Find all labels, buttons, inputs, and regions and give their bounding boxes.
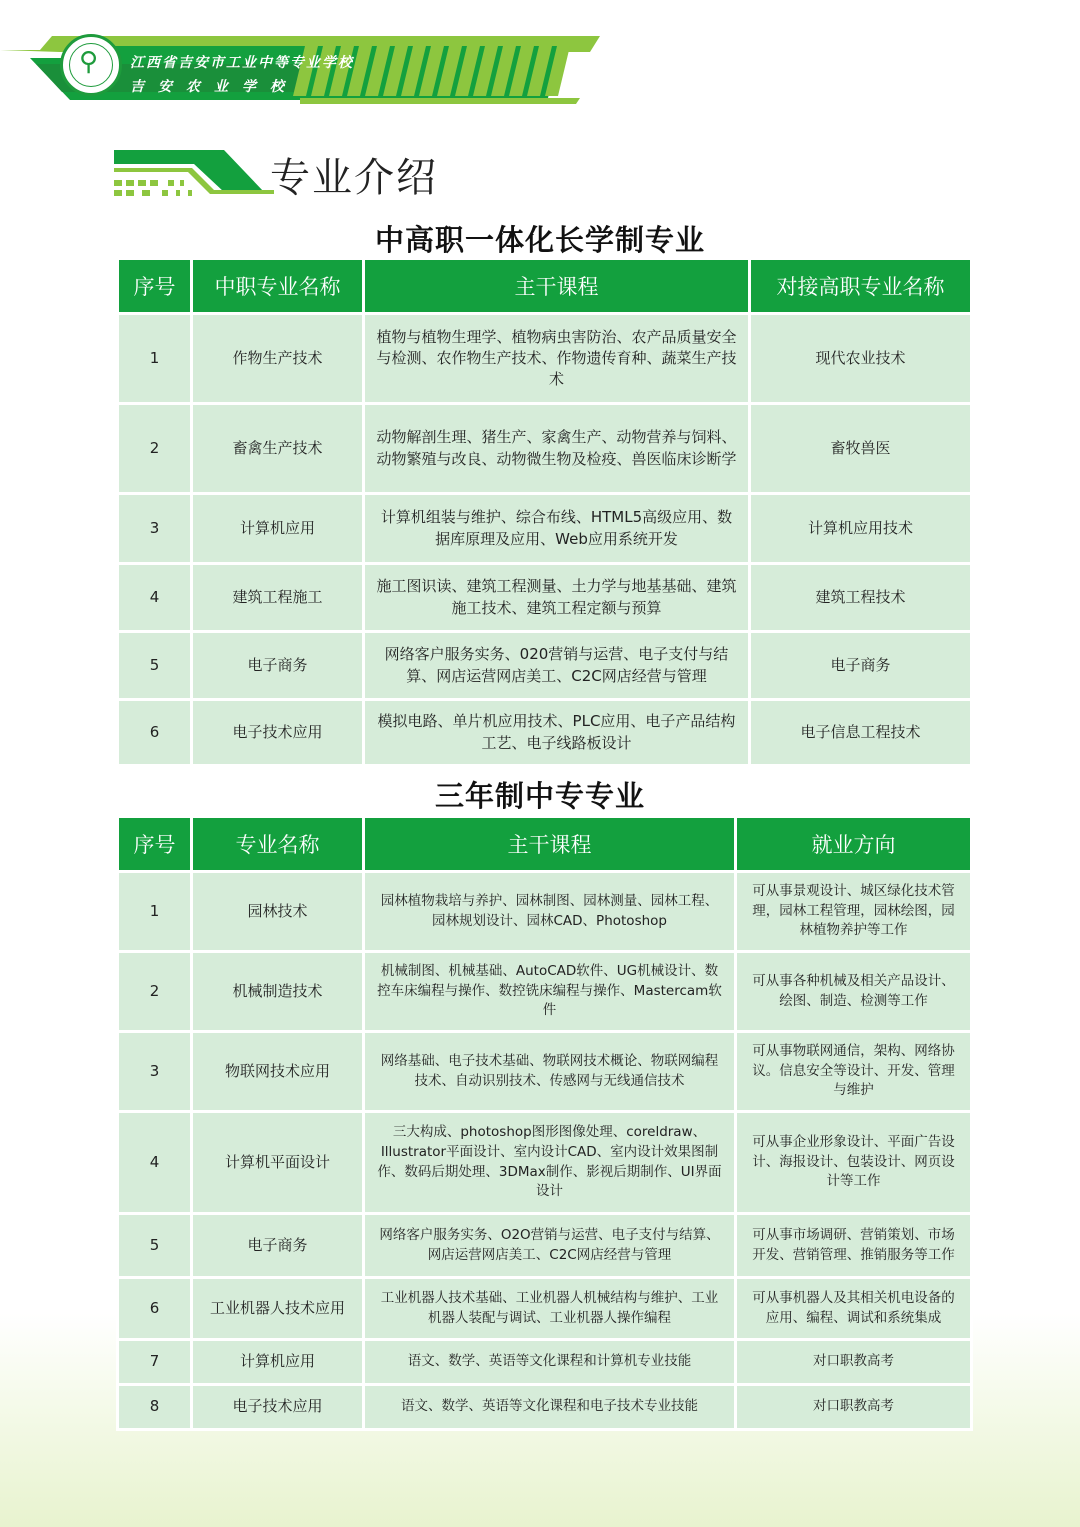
cell-major: 工业机器人技术应用: [192, 1278, 364, 1340]
cell-target: 建筑工程技术: [750, 564, 972, 632]
table-row: [118, 314, 972, 404]
cell-courses: 施工图识读、建筑工程测量、土力学与地基基础、建筑施工技术、建筑工程定额与预算: [364, 564, 750, 632]
table2-title: 三年制中专专业: [434, 779, 645, 813]
school-subname: 吉安农业学校: [130, 79, 298, 95]
header-index: 序号: [118, 259, 192, 314]
cell-courses: 计算机组装与维护、综合布线、HTML5高级应用、数据库原理及应用、Web应用系统开发: [364, 494, 750, 564]
cell-courses: 语文、数学、英语等文化课程和计算机专业技能: [364, 1340, 736, 1385]
cell-index: 1: [118, 314, 192, 404]
table2: [116, 815, 973, 1431]
table1: [116, 257, 973, 767]
cell-index: 6: [118, 700, 192, 766]
cell-major: 计算机应用: [192, 494, 364, 564]
cell-index: 8: [118, 1385, 192, 1430]
cell-major: 物联网技术应用: [192, 1032, 364, 1112]
cell-major: 作物生产技术: [192, 314, 364, 404]
header-target: 对接高职专业名称: [750, 259, 972, 314]
cell-employment: 可从事各种机械及相关产品设计、绘图、制造、检测等工作: [736, 952, 972, 1032]
cell-employment: 可从事物联网通信，架构、网络协议。信息安全等设计、开发、管理与维护: [736, 1032, 972, 1112]
cell-index: 2: [118, 952, 192, 1032]
cell-courses: 动物解剖生理、猪生产、家禽生产、动物营养与饲料、动物繁殖与改良、动物微生物及检疫、兽医临床诊断学: [364, 404, 750, 494]
cell-target: 现代农业技术: [750, 314, 972, 404]
cell-index: 4: [118, 564, 192, 632]
header-major: 专业名称: [192, 817, 364, 872]
school-name: 江西省吉安市工业中等专业学校: [130, 55, 354, 71]
cell-employment: 可从事机器人及其相关机电设备的应用、编程、调试和系统集成: [736, 1278, 972, 1340]
table-row: [118, 872, 972, 952]
cell-courses: 工业机器人技术基础、工业机器人机械结构与维护、工业机器人装配与调试、工业机器人操作编程: [364, 1278, 736, 1340]
cell-target: 电子商务: [750, 632, 972, 700]
cell-index: 4: [118, 1112, 192, 1214]
section-title: 专业介绍: [270, 155, 438, 201]
table-row: [118, 1214, 972, 1278]
table-row: [118, 700, 972, 766]
cell-index: 3: [118, 494, 192, 564]
cell-courses: 语文、数学、英语等文化课程和电子技术专业技能: [364, 1385, 736, 1430]
table-row: [118, 632, 972, 700]
cell-major: 机械制造技术: [192, 952, 364, 1032]
cell-employment: 对口职教高考: [736, 1385, 972, 1430]
header-major: 中职专业名称: [192, 259, 364, 314]
cell-courses: 模拟电路、单片机应用技术、PLC应用、电子产品结构工艺、电子线路板设计: [364, 700, 750, 766]
table1-title: 中高职一体化长学制专业: [374, 223, 705, 257]
header-employment: 就业方向: [736, 817, 972, 872]
cell-index: 1: [118, 872, 192, 952]
cell-major: 电子技术应用: [192, 700, 364, 766]
cell-courses: 植物与植物生理学、植物病虫害防治、农产品质量安全与检测、农作物生产技术、作物遗传育种、蔬菜生产技术: [364, 314, 750, 404]
table-header-row: [118, 259, 972, 314]
cell-major: 电子技术应用: [192, 1385, 364, 1430]
cell-target: 畜牧兽医: [750, 404, 972, 494]
header-courses: 主干课程: [364, 817, 736, 872]
header-courses: 主干课程: [364, 259, 750, 314]
cell-major: 计算机平面设计: [192, 1112, 364, 1214]
table-row: [118, 404, 972, 494]
cell-major: 电子商务: [192, 1214, 364, 1278]
cell-courses: 网络基础、电子技术基础、物联网技术概论、物联网编程技术、自动识别技术、传感网与无线通信技术: [364, 1032, 736, 1112]
cell-major: 建筑工程施工: [192, 564, 364, 632]
table-row: [118, 1112, 972, 1214]
cell-employment: 可从事景观设计、城区绿化技术管理，园林工程管理，园林绘图，园林植物养护等工作: [736, 872, 972, 952]
cell-index: 5: [118, 1214, 192, 1278]
cell-index: 7: [118, 1340, 192, 1385]
cell-index: 5: [118, 632, 192, 700]
cell-courses: 网络客户服务实务、020营销与运营、电子支付与结算、网店运营网店美工、C2C网店经营与管理: [364, 632, 750, 700]
cell-index: 6: [118, 1278, 192, 1340]
cell-courses: 三大构成、photoshop图形图像处理、coreldraw、Illustrator平面设计、室内设计CAD、室内设计效果图制作、数码后期处理、3DMax制作、影视后期制作、UI界面设计: [364, 1112, 736, 1214]
cell-courses: 园林植物栽培与养护、园林制图、园林测量、园林工程、园林规划设计、园林CAD、Photoshop: [364, 872, 736, 952]
cell-employment: 对口职教高考: [736, 1340, 972, 1385]
table-row: [118, 1340, 972, 1385]
table-row: [118, 494, 972, 564]
table-row: [118, 1385, 972, 1430]
table-row: [118, 952, 972, 1032]
cell-target: 计算机应用技术: [750, 494, 972, 564]
header-index: 序号: [118, 817, 192, 872]
cell-employment: 可从事企业形象设计、平面广告设计、海报设计、包装设计、网页设计等工作: [736, 1112, 972, 1214]
cell-major: 电子商务: [192, 632, 364, 700]
cell-courses: 网络客户服务实务、O2O营销与运营、电子支付与结算、网店运营网店美工、C2C网店经营与管理: [364, 1214, 736, 1278]
cell-major: 畜禽生产技术: [192, 404, 364, 494]
cell-employment: 可从事市场调研、营销策划、市场开发、营销管理、推销服务等工作: [736, 1214, 972, 1278]
table-row: [118, 564, 972, 632]
cell-courses: 机械制图、机械基础、AutoCAD软件、UG机械设计、数控车床编程与操作、数控铣床编程与操作、Mastercam软件: [364, 952, 736, 1032]
cell-index: 3: [118, 1032, 192, 1112]
table-row: [118, 1278, 972, 1340]
cell-target: 电子信息工程技术: [750, 700, 972, 766]
table-header-row: [118, 817, 972, 872]
section-decoration: [114, 150, 274, 200]
cell-major: 计算机应用: [192, 1340, 364, 1385]
school-logo-icon: ⚲: [60, 34, 122, 96]
table-row: [118, 1032, 972, 1112]
cell-index: 2: [118, 404, 192, 494]
cell-major: 园林技术: [192, 872, 364, 952]
